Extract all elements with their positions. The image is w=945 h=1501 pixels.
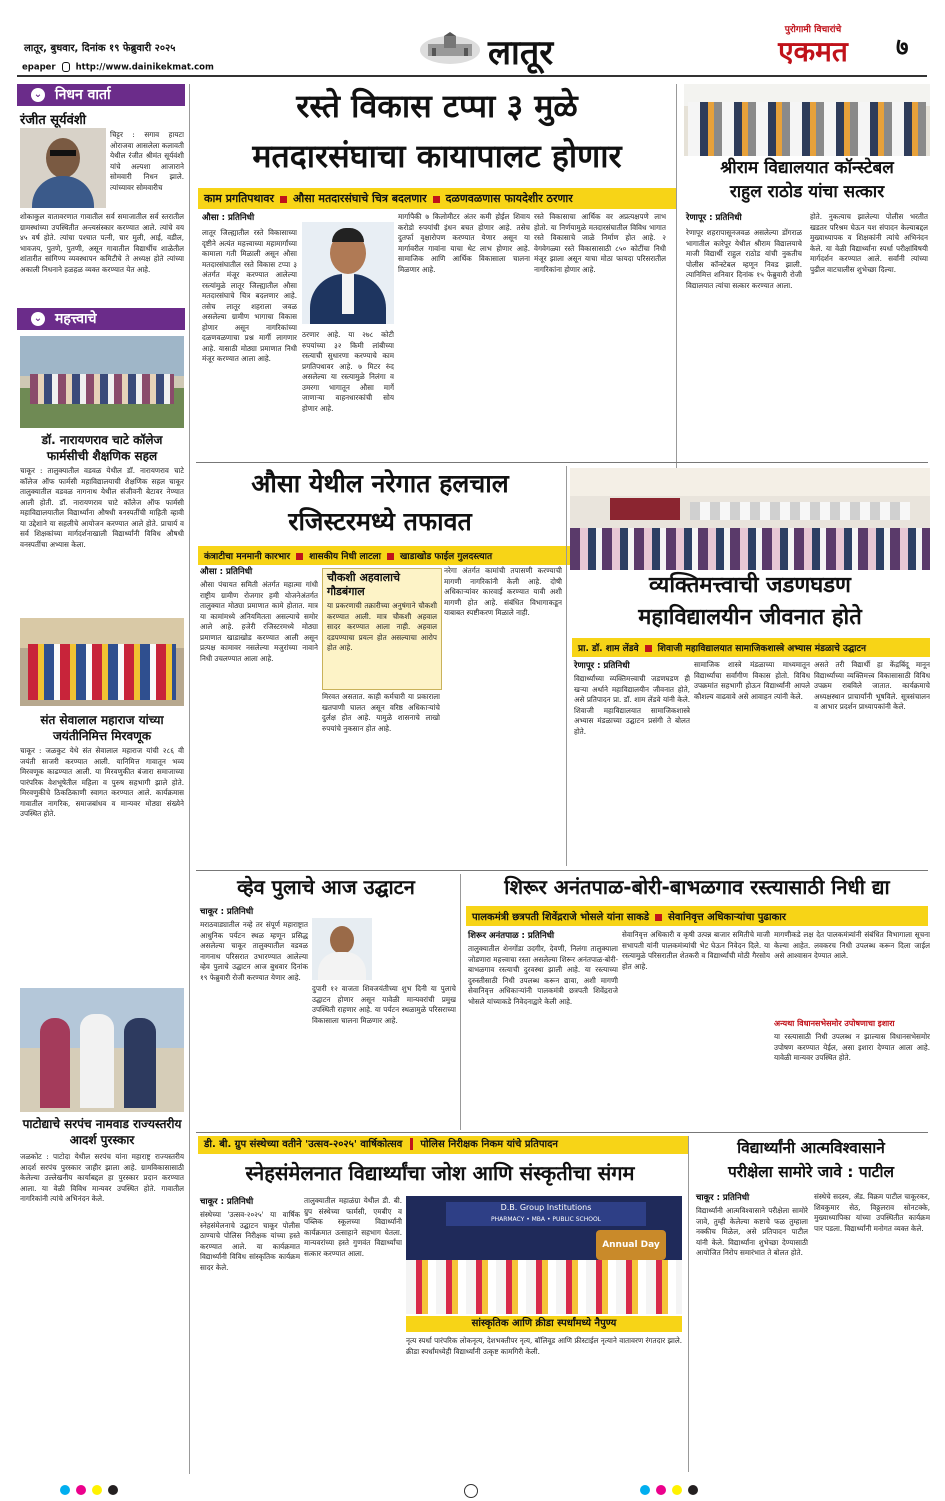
mla-portrait	[302, 222, 394, 324]
nrega-byline: औसा : प्रतिनिधी	[200, 567, 253, 577]
dateline: लातूर, बुधवार, दिनांक १९ फेब्रुवारी २०२५	[24, 43, 176, 54]
bridge-text-col1: मराठवाड्यातील नव्हे तर संपूर्ण महाराष्ट्रात आधुनिक पर्यटन स्थळ म्हणून प्रसिद्ध असलेल्या चाकूर तालुक्यातील वडवळ नागनाथ परिसरात उभारण्यात आलेल्या व्हेव पुलाचे उद्घाटन आज बुधवार दिनांक १९ फेब्रुवारी रोजी करण्यात येणार आहे.	[200, 920, 308, 982]
utsav-headline: स्नेहसंमेलनात विद्यार्थ्यांचा जोश आणि संस्कृतीचा संगम	[245, 1161, 635, 1185]
strap-item: सेवानिवृत्त अधिकाऱ्यांचा पुढाकार	[668, 912, 786, 923]
lead-headline-2: मतदारसंघाचा कायापालट होणार	[252, 137, 622, 175]
lead-text-col3: मार्गापैकी ७ किलोमीटर अंतर कमी होईल शिवाय करोडो रुपयांची इंधन बचत होणार आहे. तसेच दुतर्फा वृक्षारोपण करण्यात येणार असून या मार्गावरील गावांना याचा थेट लाभ होणार आहे. सामाजिक आणि आर्थिक विकासाला चालना मिळणार आहे.	[398, 212, 530, 274]
city-name: लातूर	[488, 33, 554, 73]
strap-item: शिवाजी महाविद्यालयात सामाजिकशास्त्रे अभ्यास मंडळाचे उद्घाटन	[657, 644, 866, 654]
personality-headline-2: महाविद्यालयीन जीवनात होते	[638, 605, 862, 630]
section-rule	[196, 462, 928, 463]
lead-strap	[198, 188, 676, 209]
utsav-text-col2: तालुक्यातील महाळंग्रा येथील डी. बी. ग्रुप संस्थेच्या फार्मसी, एमबीए व पब्लिक स्कूलच्या विद्यार्थ्यांनी कार्यक्रमात उत्साहाने सहभाग घेतला. मान्यवरांच्या हस्ते गुणवंत विद्यार्थ्यांचा सत्कार करण्यात आला.	[304, 1196, 402, 1258]
photo-sign: D.B. Group Institutions	[500, 1203, 592, 1212]
official-portrait	[312, 918, 372, 980]
utsav-caption-text: नृत्य स्पर्धा पारंपरिक लोकनृत्य, देशभक्तीपर नृत्य, बॉलिवूड आणि फ्रीस्टाईल नृत्याने वातावरण रंगतदार झाले. क्रीडा स्पर्धांमध्येही विद्यार्थ्यांनी उत्कृष्ट कामगिरी केली.	[406, 1336, 682, 1356]
strap-item: औसा मतदारसंघाचे चित्र बदलणार	[293, 192, 427, 205]
story3-text: जळकोट : पाटोदा येथील सरपंच यांना महाराष्ट्र राज्यस्तरीय आदर्श सरपंच पुरस्कार जाहीर झाला आहे. ग्रामविकासासाठी केलेल्या उल्लेखनीय कार्याबद्दल हा पुरस्कार प्रदान करण्यात आला. या वेळी विविध मान्यवर उपस्थित होते. गावातील नागरिकांनी त्यांचे अभिनंदन केले.	[20, 1152, 184, 1203]
website-url: http://www.dainikekmat.com	[75, 62, 214, 73]
personality-strap	[572, 638, 930, 657]
road-byline: शिरूर अनंतपाळ : प्रतिनिधी	[468, 931, 555, 941]
constable-headline-2: राहुल राठोड यांचा सत्कार	[729, 182, 885, 202]
chevron-down-icon: ⌄	[31, 88, 45, 102]
personality-text-col3: असते तरी विद्यार्थी हा केंद्रबिंदू मानून विद्यार्थ्यांच्या व्यक्तिमत्त्व विकासासाठी विविध उपक्रम राबविले जातात. कार्यक्रमाचे अध्यक्षस्थान प्राचार्यांनी भूषविले. सूत्रसंचालन व आभार प्रदर्शन प्राध्यापकांनी केले.	[814, 660, 930, 711]
brand-tagline: पुरोगामी विचारांचे	[784, 25, 842, 35]
road-subheading: अन्यथा विधानसभेसमोर उपोषणाचा इशारा	[774, 1019, 895, 1028]
obituary-heading: निधन वार्ता	[55, 87, 111, 103]
story1-title: डॉ. नारायणराव चाटे कॉलेज फार्मसीची शैक्षणिक सहल	[41, 433, 163, 463]
square-bullet-icon	[387, 553, 394, 560]
lead-text-col2: ठरणार आहे. या २७८ कोटी रुपयांच्या ३२ किमी लांबीच्या रस्त्याची सुधारणा करण्याचे काम प्रगतिपथावर आहे. ७ मिटर रुंद असलेल्या या रस्त्यामुळे निलंगा व उमरगा भागातून औसा मार्गे जाणाऱ्या वाहनधारकांची सोय होणार आहे.	[302, 330, 394, 413]
brand-logo	[744, 22, 882, 72]
nrega-headline-1: औसा येथील नरेगात हलचाल	[251, 469, 509, 498]
column-divider	[676, 84, 677, 516]
utsav-kicker	[198, 1136, 688, 1154]
constable-felicitation-photo	[684, 84, 930, 156]
patil-text-col1: विद्यार्थ्यांनी आत्मविश्वासाने परीक्षेला सामोरे जावे, तुम्ही केलेल्या कष्टाचे फळ तुम्हाला नक्कीच मिळेल, असे प्रतिपादन पाटील यांनी केले. विद्यार्थ्यांना शुभेच्छा देण्यासाठी आयोजित निरोप समारंभात ते बोलत होते.	[696, 1206, 808, 1257]
nrega-strap	[198, 546, 570, 565]
kicker-divider	[410, 1138, 413, 1150]
print-register-marks	[0, 1478, 945, 1501]
road-text-col2: सेवानिवृत्त अधिकारी व कृषी उत्पन्न बाजार समितीचे माजी सभापती यांनी पालकमंत्र्यांची भेट घेऊन निवेदन दिले. या रस्त्यामुळे परिसरातील शेतकरी व विद्यार्थ्यांची मोठी गैरसोय होत आहे.	[622, 930, 770, 971]
column-divider	[688, 1136, 689, 1472]
bridge-text-col2: दुपारी १२ वाजता शिवजयंतीच्या शुभ दिनी या पुलाचे उद्घाटन होणार असून यावेळी मान्यवरांची प्रमुख उपस्थिती राहणार आहे. या पर्यटन स्थळामुळे परिसराच्या विकासाला चालना मिळणार आहे.	[312, 984, 456, 1025]
patil-headline-2: परीक्षेला सामोरे जावे : पाटील	[728, 1163, 894, 1181]
register-dot	[656, 1485, 666, 1495]
patil-headline-1: विद्यार्थ्यांनी आत्मविश्वासाने	[737, 1139, 885, 1157]
sevalal-procession-photo	[20, 618, 184, 706]
masthead	[0, 0, 945, 80]
epaper-link[interactable]	[22, 62, 214, 73]
story1-text: चाकूर : तालुक्यातील वडवळ येथील डॉ. नारायणराव चाटे कॉलेज ऑफ फार्मसी महाविद्यालयाची शैक्षणिक सहल चाकूर तालुक्यातील वडवळ नागनाथ येथील संजीवनी बेटावर नेण्यात आली होती. डॉ. नारायणराव चाटे कॉलेज ऑफ फार्मसी महाविद्यालयातील विद्यार्थ्यांना औषधी वनस्पतींची माहिती व्हावी या उद्देशाने या सहलीचे आयोजन करण्यात आले होते. प्राचार्य व सर्व शिक्षकांच्या मार्गदर्शनाखाली विद्यार्थ्यांनी विविध औषधी वनस्पतींचा अभ्यास केला.	[20, 466, 184, 549]
register-target-icon	[464, 1484, 478, 1498]
sarpanch-award-photo	[20, 988, 184, 1112]
road-strap	[466, 906, 928, 926]
personality-headline-1: व्यक्तिमत्त्वाची जडणघडण	[649, 573, 851, 598]
important-heading: महत्त्वाचे	[55, 311, 97, 327]
inquiry-box-text: या प्रकरणाची तक्रारीच्या अनुषंगाने चौकशी करण्यात आली. मात्र चौकशी अहवाल सादर करण्यात आला नाही. अहवाल दडपण्याचा प्रयत्न होत असल्याचा आरोप होत आहे.	[327, 601, 437, 652]
strap-item: काम प्रगतिपथावर	[204, 192, 275, 205]
nrega-text-col2: मिरवत असतात. काही कर्मचारी या प्रकाराला खतपाणी घालत असून वरिष्ठ अधिकाऱ्यांचे दुर्लक्ष होत आहे. यामुळे शासनाचे लाखो रुपयांचे नुकसान होत आहे.	[322, 692, 440, 733]
patil-byline: चाकूर : प्रतिनिधी	[696, 1193, 750, 1203]
utsav-byline: चाकूर : प्रतिनिधी	[200, 1197, 254, 1207]
nrega-headline-2: रजिस्टरमध्ये तफावत	[288, 507, 472, 536]
patil-text-col2: संस्थेचे सदस्य, ॲड. विक्रम पाटील चाकूरकर, शिवकुमार सेठ, विठ्ठलराव सोनटक्के, मुख्याध्यापिका यांच्या उपस्थितीत कार्यक्रम पार पडला. विद्यार्थ्यांनी मनोगत व्यक्त केले.	[814, 1192, 930, 1233]
register-dot	[688, 1485, 698, 1495]
square-bullet-icon	[655, 914, 662, 921]
story2-title: संत सेवालाल महाराज यांच्या जयंतीनिमित्त मिरवणूक	[40, 713, 164, 743]
personality-text-col2: सामाजिक शास्त्रे मंडळाच्या माध्यमातून विद्यार्थ्यांचा सर्वांगीण विकास होतो. विविध उपक्रमांत सहभागी होऊन विद्यार्थ्यांनी आपले कौशल्य वाढवावे असे आवाहन त्यांनी केले.	[694, 660, 810, 701]
personality-text-col1: विद्यार्थ्यांच्या व्यक्तिमत्त्वाची जडणघडण ही खऱ्या अर्थाने महाविद्यालयीन जीवनात होते, असे प्रतिपादन प्रा. डॉ. शाम लेंडवे यांनी केले. शिवाजी महाविद्यालयात सामाजिकशास्त्रे अभ्यास मंडळाच्या उद्घाटन प्रसंगी ते बोलत होते.	[574, 674, 690, 736]
kicker-text-b: पोलिस निरीक्षक निकम यांचे प्रतिपादन	[420, 1139, 558, 1150]
header-rule	[17, 75, 927, 77]
section-rule	[196, 1132, 928, 1133]
brand-name: एकमत	[778, 35, 848, 68]
epaper-label: epaper	[22, 62, 56, 73]
strap-item: शासकीय निधी लाटला	[309, 552, 381, 562]
constable-byline: रेणापूर : प्रतिनिधी	[686, 213, 742, 223]
square-bullet-icon	[645, 645, 652, 652]
constable-headline-1: श्रीराम विद्यालयात कॉन्स्टेबल	[720, 158, 894, 178]
nrega-text-col3: नरेगा अंतर्गत कामांची तपासणी करण्याची मागणी नागरिकांनी केली आहे. दोषी अधिकाऱ्यांवर कारवाई करण्यात यावी अशी मागणी होत आहे. संबंधित विभागाकडून याबाबत स्पष्टीकरण मिळाले नाही.	[444, 566, 562, 617]
road-headline: शिरूर अनंतपाळ-बोरी-बाभळगाव रस्त्यासाठी निधी द्या	[504, 875, 890, 899]
section-rule	[196, 870, 928, 871]
kicker-text: डी. बी. ग्रुप संस्थेच्या वतीने 'उत्सव-२०२५' वार्षिकोत्सव	[204, 1139, 403, 1150]
strap-item: खाडाखोड फाईल गुलदस्त्यात	[399, 552, 493, 562]
seminar-hall-photo	[570, 468, 930, 570]
strap-item: प्रा. डॉ. शाम लेंडवे	[578, 644, 639, 654]
strap-item: पालकमंत्री छत्रपती शिवेंद्रराजे भोसले यांना साकडे	[472, 912, 650, 923]
column-divider	[460, 874, 461, 1130]
nrega-inquiry-box	[322, 568, 442, 690]
mouse-icon	[62, 62, 70, 72]
road-text-col1: तालुक्यातील शेनगोंडा उदगीर, देवणी, निलंगा तालुक्याला जोडणारा महत्त्वाचा रस्ता असलेल्या शिरूर अनंतपाळ-बोरी-बाभळगाव रस्त्याची दुरवस्था झाली आहे. या रस्त्याच्या दुरुस्तीसाठी निधी उपलब्ध करून द्यावा, अशी मागणी सेवानिवृत्त अधिकाऱ्यांनी पालकमंत्री छत्रपती शिवेंद्रराजे भोसले यांच्याकडे निवेदनाद्वारे केली आहे.	[468, 944, 618, 1006]
bridge-headline: व्हेव पुलाचे आज उद्घाटन	[237, 875, 415, 899]
chevron-down-icon: ⌄	[31, 312, 45, 326]
lead-byline: औसा : प्रतिनिधी	[202, 213, 255, 223]
photo-sign-sub: PHARMACY • MBA • PUBLIC SCHOOL	[490, 1216, 602, 1223]
page-number: ७	[896, 33, 909, 61]
lead-headline-1: रस्ते विकास टप्पा ३ मुळे	[296, 87, 578, 125]
utsav-text-col1: संस्थेच्या 'उत्सव-२०२५' या वार्षिक स्नेहसंमेलनाचे उद्घाटन चाकूर पोलीस ठाण्याचे पोलिस निरीक्षक यांच्या हस्ते करण्यात आले. या कार्यक्रमात विद्यार्थ्यांनी विविध सांस्कृतिक कार्यक्रम सादर केले.	[200, 1210, 300, 1272]
sidebar-divider	[189, 84, 190, 1474]
story3-title: पाटोद्याचे सरपंच नामवाड राज्यस्तरीय आदर्श पुरस्कार	[22, 1117, 182, 1147]
register-dot	[92, 1485, 102, 1495]
register-dot	[672, 1485, 682, 1495]
road-text-col4: या रस्त्यासाठी निधी उपलब्ध न झाल्यास विधानसभेसमोर उपोषण करण्यात येईल, असा इशारा देण्यात आला आहे. यावेळी मान्यवर उपस्थित होते.	[774, 1032, 930, 1062]
pharmacy-trip-photo	[20, 336, 184, 428]
register-dot	[640, 1485, 650, 1495]
constable-text-col1: रेणापूर शहरापासूनजवळ असलेल्या डोंगराळ भागातील कारेपूर येथील श्रीराम विद्यालयाचे माजी विद्यार्थी राहुल राठोड यांची नुकतीच पोलीस कॉन्स्टेबल म्हणून निवड झाली. त्यानिमित्त शनिवार दिनांक १५ फेब्रुवारी रोजी विद्यालयात त्यांचा सत्कार करण्यात आला.	[686, 228, 802, 290]
nrega-text-col1: औसा पंचायत समिती अंतर्गत महात्मा गांधी राष्ट्रीय ग्रामीण रोजगार हमी योजनेअंतर्गत तालुक्यात मोठ्या प्रमाणात कामे होतात. मात्र या कामांमध्ये अनियमितता असल्याचे समोर आले आहे. हजेरी रजिस्टरमध्ये मोठ्या प्रमाणात खाडाखोड करण्यात आली असून प्रत्यक्ष कामावर नसलेल्या मजुरांच्या नावाने निधी उचलण्यात आला आहे.	[200, 580, 318, 663]
important-section-header	[17, 308, 185, 330]
annual-day-dance-photo	[406, 1196, 682, 1314]
lead-text-col1: लातूर जिल्ह्यातील रस्ते विकासाच्या दृष्टीने अत्यंत महत्त्वाच्या महामार्गांच्या कामाला गती मिळाली असून औसा मतदारसंघातील रस्ते विकास टप्पा ३ अंतर्गत मंजूर करण्यात आलेल्या रस्त्यांमुळे लातूर जिल्ह्यातील औसा मतदारसंघाचे चित्र बदलणार आहे. तसेच लातूर शहराला जवळ असलेल्या ग्रामीण भागाचा विकास होणार असून नागरिकांच्या दळणवळणाचा प्रश्न मार्गी लागणार आहे. यासाठी मोठ्या प्रमाणात निधी मंजूर करण्यात आला आहे.	[202, 228, 297, 363]
utsav-caption: सांस्कृतिक आणि क्रीडा स्पर्धांमध्ये नैपुण्य	[471, 1318, 617, 1329]
square-bullet-icon	[296, 553, 303, 560]
personality-byline: रेणापूर : प्रतिनिधी	[574, 661, 630, 671]
obituary-section-header	[17, 84, 185, 106]
strap-item: दळणवळणास फायदेशीर ठरणार	[445, 192, 573, 205]
lead-text-col4: रस्ते विकासाचा आर्थिक वर अप्रत्यक्षपणे लाभ होतो. या निर्णयामुळे मतदारसंघातील विविध भागात रस्ते विकासाचे जाळे निर्माण होत आहे. २ वेगवेगळ्या रस्ते विकासासाठी ८५० कोटींचा निधी मंजूर झाला असून याचा मोठा फायदा परिसरातील नागरिकांना होणार आहे.	[534, 212, 666, 274]
obituary-text: शोकाकुल वातावरणात गावातील सर्व समाजातील सर्व स्तरातील ग्रामस्थांच्या उपस्थितीत अन्त्यसंस्कार करण्यात आले. त्यांचे वय ४५ वर्ष होते. त्यांचा पश्चात पत्नी, चार मुली, आई, वडील, भावजय, पुतणे, पुतणी, असून गावातील विद्यार्थीच शाळेतील शांतारीत सांगिण्य व्यवस्थापन कमिटीचे ते अध्यक्ष होते त्यांच्या अकाली निधनाने हळहळ व्यक्त करण्यात येत आहे.	[20, 212, 184, 274]
square-bullet-icon	[433, 196, 440, 203]
story2-text: चाकूर : जळकुट येथे संत सेवालाल महाराज यांची २८६ वी जयंती साजरी करण्यात आली. यानिमित्त गावातून भव्य मिरवणूक काढण्यात आली. या मिरवणुकीत बंजारा समाजाच्या पारंपरिक वेशभूषेतील महिला व पुरुष सहभागी झाले होते. मिरवणुकीचे ठिकठिकाणी स्वागत करण्यात आले. कार्यक्रमास गावातील नागरिक, समाजबांधव व मान्यवर मोठ्या संख्येने उपस्थित होते.	[20, 746, 184, 818]
city-emblem	[418, 32, 482, 66]
obituary-photo	[20, 128, 106, 208]
strap-item: कंत्राटीचा मनमानी कारभार	[204, 552, 291, 562]
square-bullet-icon	[280, 196, 287, 203]
register-dot	[60, 1485, 70, 1495]
road-text-col3: मागणीकडे लक्ष देत पालकमंत्र्यांनी संबंधित विभागाला सूचना केल्या आहेत. लवकरच निधी उपलब्ध करून दिला जाईल असे आश्वासन देण्यात आले.	[774, 930, 930, 960]
bridge-byline: चाकूर : प्रतिनिधी	[200, 907, 254, 917]
register-dot	[76, 1485, 86, 1495]
utsav-caption-bar	[406, 1316, 682, 1332]
obituary-text-right: चिट्टर : सगाव हायटा ओराजवा आसलेला कलावती येथील रंजीत श्रीमंत सूर्यवंशी यांचे अल्पशा आजाराने सोमवारी निधन झाले. त्यांच्यावर सोमवारीच	[110, 130, 184, 192]
constable-text-col2: होते. नुकत्याच झालेल्या पोलीस भरतीत खडतर परिश्रम घेऊन यश संपादन केल्याबद्दल मुख्याध्यापक व शिक्षकांनी त्यांचे अभिनंदन केले. या वेळी विद्यार्थ्यांना स्पर्धा परीक्षांविषयी मार्गदर्शन करण्यात आले. सर्वांनी त्यांच्या पुढील वाटचालीस शुभेच्छा दिल्या.	[810, 212, 928, 274]
column-divider	[566, 466, 567, 866]
obituary-name: रंजीत सूर्यवंशी	[20, 113, 87, 128]
inquiry-box-title: चौकशी अहवालाचे गौडबंगाल	[327, 571, 400, 598]
photo-banner-text: Annual Day	[596, 1230, 666, 1260]
register-dot	[108, 1485, 118, 1495]
